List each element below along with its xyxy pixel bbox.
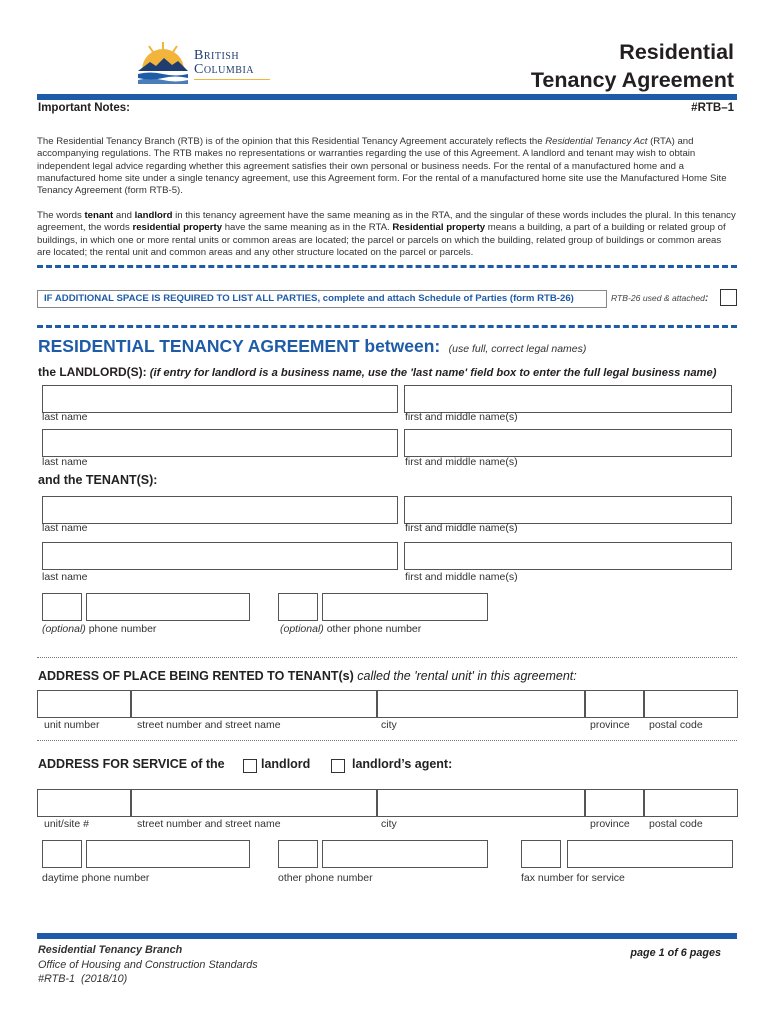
- divider-dotted-2: [37, 740, 737, 741]
- rental-province-label: province: [590, 719, 630, 731]
- para1-act: Residential Tenancy Act: [545, 136, 648, 147]
- rental-province-input[interactable]: [585, 690, 644, 718]
- landlord2-first-name-input[interactable]: [404, 429, 732, 457]
- tenant1-first-name-label: first and middle name(s): [405, 522, 518, 534]
- footer-office: Office of Housing and Construction Standards: [38, 959, 258, 971]
- landlord1-first-name-label: first and middle name(s): [405, 411, 518, 423]
- agreement-heading: [38, 336, 586, 357]
- agreement-subheading: (use full, correct legal names): [448, 343, 587, 355]
- rental-city-label: city: [381, 719, 397, 731]
- service-other-phone-area-code-input[interactable]: [278, 840, 318, 868]
- divider-dashed-top: [37, 265, 737, 268]
- rental-unit-number-label: unit number: [44, 719, 100, 731]
- phone-number-label: [42, 623, 156, 635]
- service-province-label: province: [590, 818, 630, 830]
- brand-line2: Columbia: [194, 62, 255, 77]
- daytime-phone-label: daytime phone number: [42, 872, 150, 884]
- landlords-heading: [38, 365, 716, 379]
- rental-city-input[interactable]: [377, 690, 585, 718]
- notes-paragraph-1: [37, 136, 737, 197]
- brand-underline: [194, 79, 270, 80]
- tenants-heading: and the TENANT(S):: [38, 473, 158, 487]
- rtb26-colon: :: [704, 293, 709, 304]
- footer-branch: Residential Tenancy Branch: [38, 944, 183, 956]
- service-other-phone-input[interactable]: [322, 840, 488, 868]
- bc-sun-mountain-icon: [138, 40, 188, 84]
- footer-page-number: page 1 of 6 pages: [630, 947, 721, 959]
- brand-line1: British: [194, 48, 240, 63]
- fax-area-code-input[interactable]: [521, 840, 561, 868]
- para1-text-a: The Residential Tenancy Branch (RTB) is of the opinion that this Residential Tenancy Agreement accurately reflects the: [37, 136, 546, 147]
- service-landlord-checkbox[interactable]: [243, 759, 257, 773]
- para2-text-b: in this tenancy agreement have the same meaning as in the RTA, and the singular of these words includes the plural. In this tenancy agreement, the words: [37, 210, 736, 234]
- other-phone-area-code-input[interactable]: [278, 593, 318, 621]
- important-notes-label: Important Notes:: [38, 102, 130, 114]
- notes-paragraph-2: [37, 210, 737, 259]
- form-title: [531, 38, 734, 94]
- para2-and: and: [113, 210, 135, 221]
- para2-text-a: The words: [37, 210, 85, 221]
- landlords-note: (if entry for landlord is a business name, use the 'last name' field box to enter the full legal business name): [149, 367, 717, 379]
- landlord1-last-name-input[interactable]: [42, 385, 398, 413]
- tenant2-last-name-input[interactable]: [42, 542, 398, 570]
- rtb26-label: [611, 293, 708, 304]
- para2-tenant: tenant: [84, 210, 114, 221]
- footer-blue-bar: [37, 933, 737, 939]
- phone-label-text: phone number: [88, 623, 157, 635]
- title-line1: Residential: [619, 40, 734, 64]
- tenant2-last-name-label: last name: [42, 571, 88, 583]
- footer-form-version: #RTB-1 (2018/10): [38, 973, 128, 985]
- other-phone-optional: (optional): [280, 623, 324, 635]
- rental-postal-code-input[interactable]: [644, 690, 738, 718]
- para2-text-d: means a building, a part of a building or related group of buildings, in which one or more rental units or common areas are located; the parcel or parcels on which the building, related group of buildings or common areas are located; the rental unit and common areas and any other structure located on the parcel or parcels.: [37, 222, 726, 258]
- phone-optional: (optional): [42, 623, 86, 635]
- other-phone-label-text: other phone number: [326, 623, 422, 635]
- rental-postal-code-label: postal code: [649, 719, 703, 731]
- rental-street-input[interactable]: [131, 690, 377, 718]
- form-number: #RTB–1: [691, 102, 734, 114]
- phone-area-code-input[interactable]: [42, 593, 82, 621]
- rental-street-label: street number and street name: [137, 719, 281, 731]
- phone-number-input[interactable]: [86, 593, 250, 621]
- service-agent-checkbox[interactable]: [331, 759, 345, 773]
- landlord1-first-name-input[interactable]: [404, 385, 732, 413]
- other-phone-number-input[interactable]: [322, 593, 488, 621]
- service-unit-site-label: unit/site #: [44, 818, 89, 830]
- landlord2-last-name-input[interactable]: [42, 429, 398, 457]
- agreement-heading-text: RESIDENTIAL TENANCY AGREEMENT between:: [38, 336, 441, 356]
- divider-dashed-bottom: [37, 325, 737, 328]
- para2-rp1: residential property: [132, 222, 223, 234]
- rental-address-note: called the 'rental unit' in this agreement:: [357, 669, 577, 683]
- rtb26-label-text: RTB-26 used & attached: [611, 293, 705, 303]
- other-phone-number-label: [280, 623, 421, 635]
- para1-text-b: (RTA) and accompanying regulations. The RTB makes no representations or warranties regarding the use of this Agreement. A landlord and tenant may wish to obtain independent legal advice regarding whether this agreement satisfies their own personal or business needs. For the rental of a manufactured home and a manufactured home site under a single tenancy agreement, use this Agreement form. For the rental of a manufactured home site use the Manufactured Home Site Tenancy Agreement (form RTB-5).: [37, 136, 727, 197]
- service-postal-code-label: postal code: [649, 818, 703, 830]
- service-street-input[interactable]: [131, 789, 377, 817]
- rtb26-checkbox[interactable]: [720, 289, 737, 306]
- landlord1-last-name-label: last name: [42, 411, 88, 423]
- service-other-phone-label: other phone number: [278, 872, 373, 884]
- service-city-label: city: [381, 818, 397, 830]
- divider-dotted-1: [37, 657, 737, 658]
- title-line2: Tenancy Agreement: [530, 68, 734, 92]
- additional-space-notice: IF ADDITIONAL SPACE IS REQUIRED TO LIST ALL PARTIES, complete and attach Schedule of Parties (form RTB-26): [37, 290, 607, 308]
- fax-number-input[interactable]: [567, 840, 733, 868]
- tenant1-first-name-input[interactable]: [404, 496, 732, 524]
- service-street-label: street number and street name: [137, 818, 281, 830]
- rental-unit-number-input[interactable]: [37, 690, 131, 718]
- service-city-input[interactable]: [377, 789, 585, 817]
- landlords-heading-text: the LANDLORD(S):: [38, 365, 147, 379]
- rental-address-heading: [38, 669, 577, 683]
- tenant1-last-name-label: last name: [42, 522, 88, 534]
- service-unit-site-input[interactable]: [37, 789, 131, 817]
- para2-landlord: landlord: [134, 210, 173, 221]
- rental-address-heading-text: ADDRESS OF PLACE BEING RENTED TO TENANT(s): [38, 669, 354, 683]
- header-blue-bar: [37, 94, 737, 100]
- para2-rp2: Residential property: [392, 222, 486, 234]
- service-agent-label: landlord’s agent:: [352, 757, 453, 771]
- tenant2-first-name-input[interactable]: [404, 542, 732, 570]
- service-landlord-label: landlord: [261, 757, 311, 771]
- daytime-phone-area-code-input[interactable]: [42, 840, 82, 868]
- landlord2-last-name-label: last name: [42, 456, 88, 468]
- service-address-heading: ADDRESS FOR SERVICE of the: [38, 757, 225, 771]
- fax-label: fax number for service: [521, 872, 625, 884]
- service-province-input[interactable]: [585, 789, 644, 817]
- tenant2-first-name-label: first and middle name(s): [405, 571, 518, 583]
- tenant1-last-name-input[interactable]: [42, 496, 398, 524]
- service-postal-code-input[interactable]: [644, 789, 738, 817]
- landlord2-first-name-label: first and middle name(s): [405, 456, 518, 468]
- daytime-phone-input[interactable]: [86, 840, 250, 868]
- bc-logo: [138, 40, 273, 88]
- para2-text-c: have the same meaning as in the RTA.: [222, 222, 393, 234]
